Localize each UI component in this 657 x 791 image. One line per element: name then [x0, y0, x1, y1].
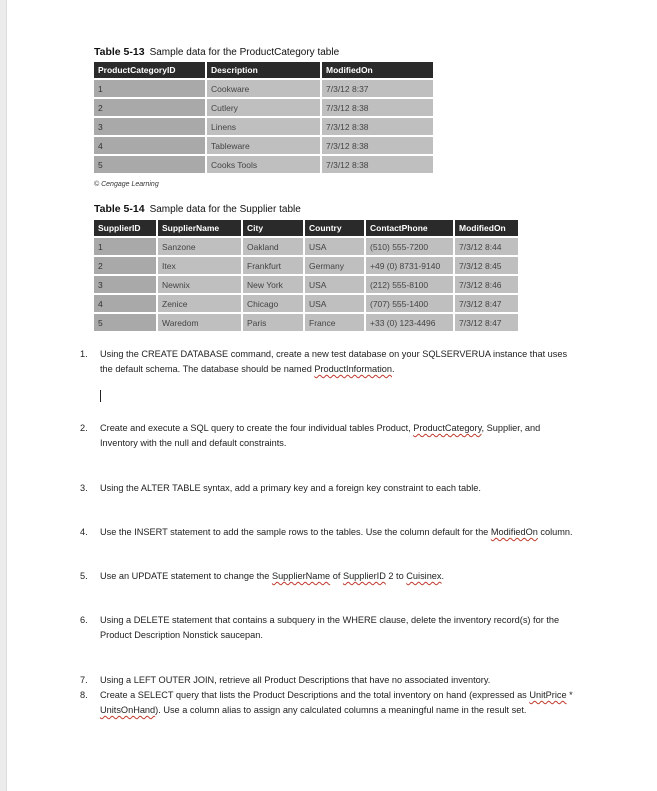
table-cell: 5	[94, 312, 156, 331]
table-row	[94, 97, 433, 116]
spellcheck-word: ProductInformation	[314, 364, 392, 374]
table-cell: 7/3/12 8:44	[455, 236, 518, 255]
table-5-14-caption	[94, 203, 301, 215]
table-header-row	[94, 62, 433, 78]
table-cell: USA	[305, 274, 364, 293]
question-6	[80, 613, 580, 643]
question-3	[80, 481, 580, 496]
table-cell: 4	[94, 293, 156, 312]
table-cell: Cookware	[207, 78, 320, 97]
question-text: Create a SELECT query that lists the Product Descriptions and the total inventory on hand (expressed as	[100, 690, 530, 700]
question-5	[80, 569, 580, 584]
column-header: City	[243, 220, 303, 236]
table-cell: 1	[94, 236, 156, 255]
table-cell: 5	[94, 154, 205, 173]
spellcheck-word: Cuisinex	[406, 571, 442, 581]
question-text: , Supplier, and Inventory with the null and default constraints.	[100, 423, 541, 448]
column-header: ContactPhone	[366, 220, 453, 236]
question-text: Using the CREATE DATABASE command, create a new test database on your SQLSERVERUA instance that uses the default schema. The database should be named	[100, 349, 568, 374]
question-number: 6.	[80, 615, 88, 625]
question-2	[80, 421, 580, 451]
table-5-14-title: Sample data for the Supplier table	[149, 204, 301, 215]
table-cell: Tableware	[207, 135, 320, 154]
table-header-row	[94, 220, 518, 236]
spellcheck-word: ProductCategory	[413, 423, 482, 433]
table-cell: (707) 555-1400	[366, 293, 453, 312]
table-cell: Cooks Tools	[207, 154, 320, 173]
question-text: *	[566, 690, 573, 700]
table-cell: 7/3/12 8:38	[322, 97, 433, 116]
question-1	[80, 347, 580, 377]
question-number: 1.	[80, 349, 88, 359]
table-5-14-number: Table 5-14	[94, 203, 145, 215]
table-row	[94, 312, 518, 331]
table-cell: 4	[94, 135, 205, 154]
table-cell: Chicago	[243, 293, 303, 312]
question-number: 8.	[80, 690, 88, 700]
question-7	[80, 673, 580, 688]
question-text: of	[330, 571, 343, 581]
table-cell: Linens	[207, 116, 320, 135]
table-cell: 2	[94, 97, 205, 116]
table-row	[94, 135, 433, 154]
table-5-13-number: Table 5-13	[94, 46, 145, 58]
column-header: Description	[207, 62, 320, 78]
spellcheck-word: UnitsOnHand	[100, 705, 156, 715]
table-row	[94, 255, 518, 274]
question-number: 3.	[80, 483, 88, 493]
table-cell: 7/3/12 8:46	[455, 274, 518, 293]
question-number: 4.	[80, 527, 88, 537]
table-cell: (510) 555-7200	[366, 236, 453, 255]
question-text: .	[441, 571, 445, 581]
column-header: ProductCategoryID	[94, 62, 205, 78]
question-text: column.	[537, 527, 573, 537]
spellcheck-word: SupplierID	[342, 571, 386, 581]
spellcheck-word: ModifiedOn	[490, 527, 538, 537]
table-cell: Oakland	[243, 236, 303, 255]
copyright-credit: © Cengage Learning	[94, 181, 159, 188]
question-text: Use an UPDATE statement to change the	[100, 571, 272, 581]
table-cell: Germany	[305, 255, 364, 274]
column-header: Country	[305, 220, 364, 236]
table-cell: Waredom	[158, 312, 241, 331]
column-header: ModifiedOn	[455, 220, 518, 236]
question-text: Create and execute a SQL query to create the four individual tables Product,	[100, 423, 414, 433]
table-row	[94, 116, 433, 135]
product-category-table	[92, 62, 435, 173]
table-cell: 1	[94, 78, 205, 97]
table-cell: 7/3/12 8:47	[455, 293, 518, 312]
question-text: Using a LEFT OUTER JOIN, retrieve all Product Descriptions that have no associated inventory.	[100, 675, 491, 685]
text-cursor	[100, 390, 101, 402]
question-8	[80, 688, 580, 718]
table-cell: 7/3/12 8:38	[322, 116, 433, 135]
table-cell: Paris	[243, 312, 303, 331]
column-header: SupplierName	[158, 220, 241, 236]
table-cell: 7/3/12 8:47	[455, 312, 518, 331]
table-cell: +33 (0) 123-4496	[366, 312, 453, 331]
table-cell: 2	[94, 255, 156, 274]
column-header: ModifiedOn	[322, 62, 433, 78]
question-text: Using a DELETE statement that contains a subquery in the WHERE clause, delete the inventory record(s) for the Product Description Nonstick saucepan.	[100, 615, 560, 640]
table-row	[94, 293, 518, 312]
question-number: 5.	[80, 571, 88, 581]
question-number: 2.	[80, 423, 88, 433]
question-text: 2 to	[385, 571, 407, 581]
table-row	[94, 78, 433, 97]
page-left-edge	[0, 0, 7, 791]
table-cell: 7/3/12 8:38	[322, 135, 433, 154]
table-cell: 3	[94, 274, 156, 293]
table-cell: +49 (0) 8731-9140	[366, 255, 453, 274]
table-cell: USA	[305, 236, 364, 255]
table-cell: 3	[94, 116, 205, 135]
spellcheck-word: SupplierName	[271, 571, 331, 581]
table-cell: 7/3/12 8:45	[455, 255, 518, 274]
supplier-table	[92, 220, 520, 331]
question-text: ). Use a column alias to assign any calculated columns a meaningful name in the result set.	[155, 705, 527, 715]
table-cell: New York	[243, 274, 303, 293]
table-row	[94, 274, 518, 293]
table-cell: 7/3/12 8:38	[322, 154, 433, 173]
column-header: SupplierID	[94, 220, 156, 236]
table-cell: Itex	[158, 255, 241, 274]
table-cell: Sanzone	[158, 236, 241, 255]
question-number: 7.	[80, 675, 88, 685]
table-cell: Frankfurt	[243, 255, 303, 274]
table-5-13-title: Sample data for the ProductCategory table	[149, 47, 340, 58]
table-cell: (212) 555-8100	[366, 274, 453, 293]
question-text: Use the INSERT statement to add the sample rows to the tables. Use the column default for the	[100, 527, 491, 537]
spellcheck-word: UnitPrice	[529, 690, 567, 700]
table-cell: Cutlery	[207, 97, 320, 116]
table-cell: 7/3/12 8:37	[322, 78, 433, 97]
question-text: Using the ALTER TABLE syntax, add a primary key and a foreign key constraint to each table.	[100, 483, 481, 493]
table-cell: Newnix	[158, 274, 241, 293]
question-text: .	[391, 364, 395, 374]
table-cell: France	[305, 312, 364, 331]
table-row	[94, 154, 433, 173]
table-cell: USA	[305, 293, 364, 312]
question-4	[80, 525, 580, 540]
table-row	[94, 236, 518, 255]
table-5-13-caption	[94, 46, 339, 58]
table-cell: Zenice	[158, 293, 241, 312]
